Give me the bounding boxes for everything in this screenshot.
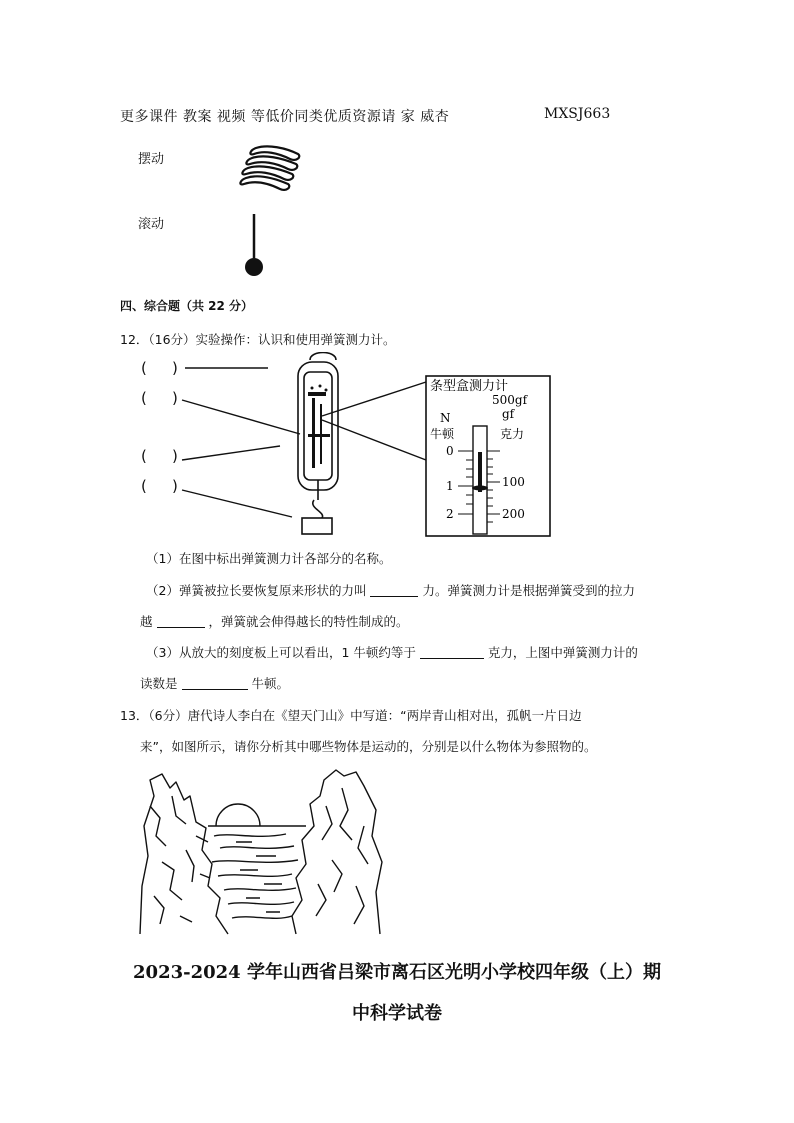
header-code: MXSJ663 xyxy=(544,106,611,122)
unit-left-symbol: N xyxy=(440,411,451,425)
q12-sub3-line2 xyxy=(140,674,289,692)
tick-right-200: 200 xyxy=(502,507,525,521)
label-paren-close-3: ) xyxy=(172,447,178,465)
q12-sub3-d: 牛顿。 xyxy=(251,676,290,691)
label-paren-close-1: ) xyxy=(172,359,178,377)
q13-line2: 来”，如图所示，请你分析其中哪些物体是运动的，分别是以什么物体为参照物的。 xyxy=(140,739,597,754)
enlarged-scale-board xyxy=(426,376,550,536)
pendulum-illustration xyxy=(240,212,270,284)
exam-title-line2: 中科学试卷 xyxy=(352,1003,442,1024)
spring-scale-body xyxy=(298,353,338,535)
unit-right-symbol: gf xyxy=(502,407,515,421)
unit-left-name: 牛顿 xyxy=(430,427,455,441)
exam-title-line1: 2023-2024 学年山西省吕梁市离石区光明小学校四年级（上）期 xyxy=(133,962,661,983)
q12-sub3-a: （3）从放大的刻度板上可以看出，1 牛顿约等于 xyxy=(146,645,416,660)
swing-label: 摆动 xyxy=(138,152,165,167)
tick-left-1: 1 xyxy=(446,479,454,493)
q13-line1: 13．（6分）唐代诗人李白在《望天门山》中写道：“两岸青山相对出，孤帆一片日边 xyxy=(120,708,582,723)
header-text: 更多课件 教案 视频 等低价同类优质资源请 家 威杏 xyxy=(120,109,450,125)
q12-sub2-b: 力。弹簧测力计是根据弹簧受到的拉力 xyxy=(422,583,635,598)
roll-label: 滚动 xyxy=(138,217,165,232)
spring-scale-inner-marks xyxy=(308,385,330,469)
q12-sub1: （1）在图中标出弹簧测力计各部分的名称。 xyxy=(146,551,392,566)
spring-coil-illustration xyxy=(238,140,308,198)
label-paren-close-4: ) xyxy=(172,477,178,495)
answer-blank-reading[interactable] xyxy=(182,677,248,690)
q12-sub2-line2 xyxy=(140,612,409,630)
label-paren-open-3: ( xyxy=(141,447,147,465)
q12-sub3-b: 克力，上图中弹簧测力计的 xyxy=(487,645,638,660)
q12-sub2-d: ，弹簧就会伸得越长的特性制成的。 xyxy=(208,614,409,629)
tick-right-100: 100 xyxy=(502,475,525,489)
q12-sub3-c: 读数是 xyxy=(140,676,178,691)
section-title: 四、综合题（共 22 分） xyxy=(120,299,254,313)
q12-stem: 12．（16分）实验操作：认识和使用弹簧测力计。 xyxy=(120,332,396,347)
indicator-pointer xyxy=(472,486,488,491)
label-paren-close-2: ) xyxy=(172,389,178,407)
label-paren-open-2: ( xyxy=(141,389,147,407)
answer-blank-elastic-force[interactable] xyxy=(370,584,418,597)
q12-sub2-a: （2）弹簧被拉长要恢复原来形状的力叫 xyxy=(146,583,367,598)
q12-sub2-line1 xyxy=(146,581,635,599)
q12-sub2-c: 越 xyxy=(140,614,153,629)
scale-board-capacity: 500gf xyxy=(492,393,528,407)
tick-left-2: 2 xyxy=(446,507,454,521)
tick-left-0: 0 xyxy=(446,444,454,458)
q12-sub3-line1 xyxy=(146,643,638,661)
label-paren-open-1: ( xyxy=(141,359,147,377)
label-paren-open-4: ( xyxy=(141,477,147,495)
answer-blank-grams-force[interactable] xyxy=(420,646,484,659)
answer-blank-pull-force[interactable] xyxy=(157,615,205,628)
spring-scale-diagram xyxy=(140,352,560,542)
scale-board-title: 条型盒测力计 xyxy=(430,379,509,394)
tianmen-mountain-illustration xyxy=(136,766,384,938)
unit-right-name: 克力 xyxy=(500,427,525,441)
